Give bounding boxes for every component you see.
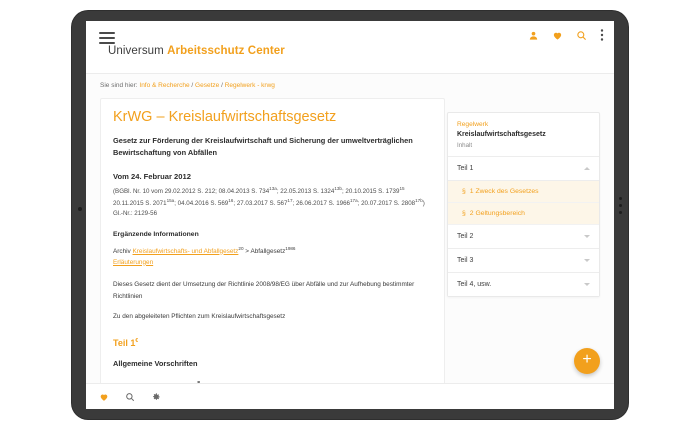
meta-line-3: Gl.-Nr.: 2129-56 — [113, 210, 158, 218]
toc-row-teil-3-label: Teil 3 — [457, 257, 474, 265]
meta-sup-1c: 15 — [399, 185, 405, 191]
app-header — [86, 21, 614, 74]
content-column — [100, 82, 445, 406]
teil-heading — [113, 338, 432, 348]
heart-icon[interactable] — [99, 392, 109, 402]
toc-subitem-0[interactable] — [448, 181, 599, 203]
toc-row-teil-1[interactable] — [448, 157, 599, 181]
archive-mid-sup: 1986 — [285, 245, 296, 251]
breadcrumb-link-2[interactable]: Regelwerk - krwg — [224, 82, 275, 89]
tablet-screen — [86, 21, 614, 409]
toc-row-teil-2[interactable] — [448, 225, 599, 249]
meta-line-1b: ; 22.05.2013 S. 1324 — [276, 187, 335, 195]
chevron-up-icon — [584, 167, 590, 170]
meta-sup-2d: 17a — [349, 197, 358, 203]
supplementary-heading: Ergänzende Informationen — [113, 230, 199, 238]
archive-link-2[interactable]: Erläuterungen — [113, 258, 154, 266]
toc-row-teil-1-label: Teil 1 — [457, 165, 474, 173]
document-subtitle: Gesetz zur Förderung der Kreislaufwirtschaft und Sicherung der umweltverträglichen Bewirtschaftung von Abfällen — [113, 136, 413, 157]
archive-prefix: Archiv — [113, 247, 133, 255]
tablet-device-frame — [72, 11, 628, 419]
brand-title — [108, 45, 285, 57]
table-of-contents — [447, 112, 600, 297]
meta-sup-2b: 16 — [228, 197, 234, 203]
user-icon[interactable] — [528, 30, 539, 41]
vorschriften-heading: Allgemeine Vorschriften — [113, 359, 198, 369]
toc-subtitle: Inhalt — [457, 142, 473, 150]
toc-row-teil-4[interactable] — [448, 273, 599, 296]
toc-subitem-1[interactable] — [448, 203, 599, 225]
toc-row-teil-3[interactable] — [448, 249, 599, 273]
toc-subitem-1-label: 2 Geltungsbereich — [469, 210, 525, 218]
paragraph-symbol-icon: § — [462, 210, 466, 218]
toc-title: Kreislaufwirtschaftsgesetz — [457, 131, 546, 138]
breadcrumb-link-0[interactable]: Info & Recherche — [139, 82, 190, 89]
toc-row-teil-2-label: Teil 2 — [457, 233, 474, 241]
heart-icon[interactable] — [552, 30, 563, 41]
teil-sup: € — [135, 338, 139, 345]
document-date: Vom 24. Februar 2012 — [113, 171, 191, 181]
breadcrumb-sep-1: / — [219, 82, 225, 89]
meta-line-1a: (BGBl. Nr. 10 vom 29.02.2012 S. 212; 08.04.2013 S. 734 — [113, 187, 270, 195]
breadcrumb-link-1[interactable]: Gesetze — [195, 82, 220, 89]
archive-line — [113, 245, 432, 269]
search-icon[interactable] — [576, 30, 587, 41]
more-vertical-icon[interactable] — [600, 29, 604, 41]
archive-mid: > Abfallgesetz — [243, 247, 286, 255]
chevron-down-icon — [584, 259, 590, 262]
meta-sup-2e: 17b — [415, 197, 423, 203]
document-card — [100, 98, 445, 406]
page-body — [86, 74, 614, 384]
meta-sup-1a: 13a — [269, 185, 277, 191]
meta-sup-2a: 15a — [166, 197, 175, 203]
search-icon[interactable] — [125, 392, 135, 402]
toc-header — [448, 113, 599, 157]
document-paragraph-1: Dieses Gesetz dient der Umsetzung der Richtlinie 2008/98/EG über Abfälle und zur Aufhebung bestimmter Richtlinien — [113, 281, 415, 300]
meta-sup-2c: 17 — [287, 197, 293, 203]
archive-link[interactable]: Kreislaufwirtschafts- und Abfallgesetz — [132, 247, 239, 255]
meta-line-2b: ; 04.04.2016 S. 569 — [174, 200, 229, 208]
chevron-down-icon — [584, 283, 590, 286]
meta-line-2d: ; 26.06.2017 S. 1966 — [292, 200, 350, 208]
add-button[interactable]: + — [574, 348, 600, 374]
gear-icon[interactable] — [151, 392, 161, 402]
bottom-toolbar — [86, 383, 614, 409]
meta-line-2c: ; 27.03.2017 S. 567 — [233, 200, 288, 208]
meta-line-2e: ; 20.07.2017 S. 2808 — [357, 200, 416, 208]
breadcrumb-prefix: Sie sind hier: — [100, 82, 138, 89]
paragraph-symbol-icon: § — [462, 188, 466, 196]
document-meta — [113, 185, 432, 220]
side-dots — [618, 197, 623, 214]
archive-link-sup: 20 — [238, 245, 244, 251]
meta-line-2a: 20.11.2015 S. 2071 — [113, 200, 167, 208]
front-camera — [78, 207, 82, 211]
page-title: KrWG – Kreislaufwirtschaftsgesetz — [113, 109, 337, 125]
breadcrumb-sep-0: / — [189, 82, 196, 89]
toc-row-teil-4-label: Teil 4, usw. — [457, 281, 492, 289]
document-paragraph-2: Zu den abgeleiteten Pflichten zum Kreislaufwirtschaftsgesetz — [113, 312, 286, 320]
header-icon-group — [528, 29, 604, 41]
toc-kicker: Regelwerk — [457, 121, 489, 128]
meta-sup-1b: 13b — [334, 185, 342, 191]
hamburger-icon[interactable] — [99, 32, 115, 44]
brand-first: Universum — [108, 45, 164, 57]
meta-line-1c: ; 20.10.2015 S. 1739 — [341, 187, 400, 195]
breadcrumb — [100, 82, 445, 89]
chevron-down-icon — [584, 235, 590, 238]
teil-label: Teil 1 — [113, 338, 136, 349]
meta-line-2f: ) — [422, 200, 425, 208]
brand-second: Arbeitsschutz Center — [167, 45, 285, 57]
toc-subitem-0-label: 1 Zweck des Gesetzes — [469, 188, 539, 196]
